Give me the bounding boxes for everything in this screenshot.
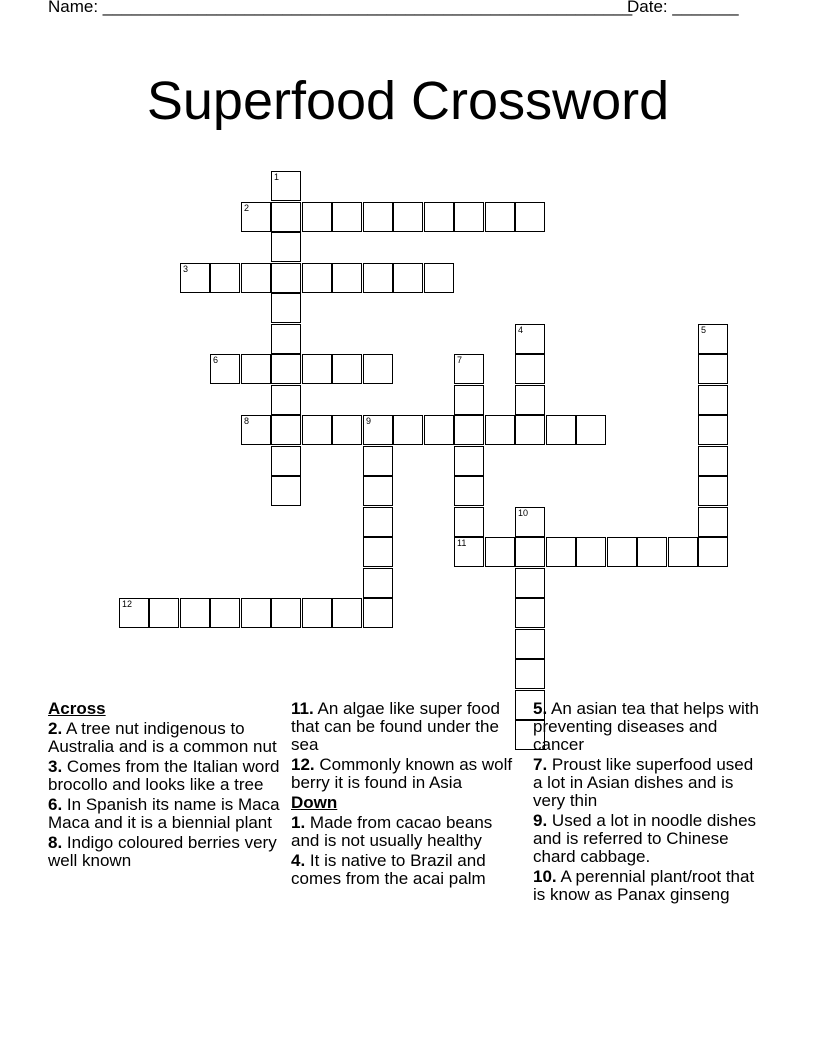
cell-number: 2 (244, 203, 250, 213)
crossword-cell[interactable] (210, 263, 240, 293)
crossword-cell[interactable] (668, 537, 698, 567)
crossword-cell[interactable] (454, 202, 484, 232)
crossword-cell[interactable] (332, 354, 362, 384)
cell-number: 12 (122, 599, 133, 609)
crossword-cell[interactable] (332, 598, 362, 628)
crossword-cell[interactable] (271, 415, 301, 445)
clue-number: 6. (48, 795, 63, 814)
crossword-cell[interactable] (576, 415, 606, 445)
clue-across-3 (48, 758, 280, 794)
crossword-cell[interactable] (332, 202, 362, 232)
crossword-cell[interactable] (515, 415, 545, 445)
crossword-cell[interactable] (271, 446, 301, 476)
clue-across-12 (291, 756, 523, 792)
crossword-cell[interactable] (698, 354, 728, 384)
crossword-cell[interactable] (515, 354, 545, 384)
crossword-cell[interactable] (515, 385, 545, 415)
crossword-cell[interactable] (332, 263, 362, 293)
clue-number: 5. (533, 699, 548, 718)
cell-number: 7 (457, 355, 463, 365)
cell-number: 6 (213, 355, 219, 365)
crossword-cell[interactable] (271, 354, 301, 384)
crossword-cell[interactable] (454, 415, 484, 445)
crossword-cell[interactable] (302, 354, 332, 384)
crossword-cell[interactable] (302, 202, 332, 232)
crossword-cell[interactable] (210, 598, 240, 628)
crossword-cell[interactable] (515, 568, 545, 598)
crossword-cell[interactable] (485, 537, 515, 567)
crossword-cell[interactable] (271, 202, 301, 232)
date-field-label: Date: _______ (627, 0, 739, 16)
crossword-cell[interactable] (210, 354, 240, 384)
clue-number: 10. (533, 867, 557, 886)
across-heading: Across (48, 699, 106, 718)
clue-number: 1. (291, 813, 306, 832)
clue-number: 8. (48, 833, 63, 852)
clue-text: An asian tea that helps with preventing diseases and cancer (533, 699, 759, 754)
crossword-cell[interactable] (271, 232, 301, 262)
crossword-cell[interactable] (302, 598, 332, 628)
crossword-cell[interactable] (576, 537, 606, 567)
clue-text: Indigo coloured berries very well known (48, 833, 277, 870)
crossword-cell[interactable] (363, 446, 393, 476)
crossword-cell[interactable] (363, 598, 393, 628)
crossword-cell[interactable] (363, 537, 393, 567)
crossword-cell[interactable] (271, 324, 301, 354)
crossword-cell[interactable] (424, 202, 454, 232)
crossword-cell[interactable] (546, 537, 576, 567)
crossword-cell[interactable] (393, 202, 423, 232)
clue-text: A perennial plant/root that is know as Panax ginseng (533, 867, 755, 904)
clue-down-7 (533, 756, 765, 810)
crossword-cell[interactable] (698, 476, 728, 506)
crossword-cell[interactable] (271, 171, 301, 201)
crossword-cell[interactable] (241, 598, 271, 628)
crossword-cell[interactable] (515, 507, 545, 537)
crossword-cell[interactable] (363, 476, 393, 506)
page-title: Superfood Crossword (146, 71, 670, 132)
crossword-cell[interactable] (363, 568, 393, 598)
crossword-cell[interactable] (515, 537, 545, 567)
crossword-cell[interactable] (485, 202, 515, 232)
crossword-cell[interactable] (698, 415, 728, 445)
clue-down-5 (533, 700, 765, 754)
clue-text: Proust like superfood used a lot in Asian dishes and is very thin (533, 755, 754, 810)
name-field-label: Name: ________________________________________________________ (48, 0, 633, 16)
clue-down-10 (533, 868, 765, 904)
crossword-cell[interactable] (241, 415, 271, 445)
crossword-cell[interactable] (363, 507, 393, 537)
clue-text: In Spanish its name is Maca Maca and it is a biennial plant (48, 795, 280, 832)
crossword-cell[interactable] (363, 202, 393, 232)
crossword-cell[interactable] (363, 415, 393, 445)
clue-down-1 (291, 814, 523, 850)
crossword-cell[interactable] (393, 415, 423, 445)
crossword-cell[interactable] (271, 476, 301, 506)
crossword-cell[interactable] (424, 415, 454, 445)
crossword-cell[interactable] (363, 354, 393, 384)
clue-column-2 (291, 700, 523, 890)
crossword-cell[interactable] (302, 263, 332, 293)
cell-number: 8 (244, 416, 250, 426)
cell-number: 11 (457, 538, 467, 548)
crossword-cell[interactable] (698, 507, 728, 537)
crossword-cell[interactable] (454, 476, 484, 506)
clue-number: 12. (291, 755, 315, 774)
clue-across-2 (48, 720, 280, 756)
crossword-cell[interactable] (180, 263, 210, 293)
clue-number: 3. (48, 757, 63, 776)
crossword-cell[interactable] (485, 415, 515, 445)
crossword-cell[interactable] (393, 263, 423, 293)
crossword-cell[interactable] (515, 629, 545, 659)
clue-number: 4. (291, 851, 306, 870)
crossword-cell[interactable] (454, 446, 484, 476)
crossword-cell[interactable] (546, 415, 576, 445)
clue-across-11 (291, 700, 523, 754)
clue-column-1 (48, 700, 280, 872)
crossword-cell[interactable] (271, 598, 301, 628)
clue-number: 2. (48, 719, 63, 738)
crossword-cell[interactable] (363, 263, 393, 293)
clue-text: A tree nut indigenous to Australia and is a common nut (48, 719, 277, 756)
clue-number: 9. (533, 811, 548, 830)
clue-down-4 (291, 852, 523, 888)
cell-number: 1 (274, 172, 280, 182)
clue-number: 11. (291, 699, 314, 718)
clue-number: 7. (533, 755, 548, 774)
clue-text: Commonly known as wolf berry it is found in Asia (291, 755, 513, 792)
crossword-cell[interactable] (424, 263, 454, 293)
crossword-cell[interactable] (698, 446, 728, 476)
crossword-cell[interactable] (271, 263, 301, 293)
crossword-cell[interactable] (119, 598, 149, 628)
crossword-cell[interactable] (515, 598, 545, 628)
clue-text: It is native to Brazil and comes from the acai palm (291, 851, 486, 888)
crossword-cell[interactable] (332, 415, 362, 445)
crossword-cell[interactable] (454, 507, 484, 537)
clue-text: Comes from the Italian word brocollo and looks like a tree (48, 757, 280, 794)
crossword-cell[interactable] (698, 324, 728, 354)
cell-number: 10 (518, 508, 529, 518)
crossword-cell[interactable] (454, 354, 484, 384)
cell-number: 3 (183, 264, 189, 274)
crossword-cell[interactable] (241, 354, 271, 384)
clue-down-9 (533, 812, 765, 866)
crossword-cell[interactable] (271, 293, 301, 323)
crossword-cell[interactable] (637, 537, 667, 567)
crossword-cell[interactable] (515, 202, 545, 232)
crossword-cell[interactable] (454, 537, 484, 567)
clue-column-3 (533, 700, 765, 906)
crossword-cell[interactable] (302, 415, 332, 445)
crossword-cell[interactable] (149, 598, 179, 628)
clue-text: An algae like super food that can be found under the sea (291, 699, 500, 754)
cell-number: 9 (366, 416, 372, 426)
clue-text: Made from cacao beans and is not usually healthy (291, 813, 493, 850)
crossword-cell[interactable] (515, 659, 545, 689)
crossword-cell[interactable] (698, 385, 728, 415)
cell-number: 5 (701, 325, 707, 335)
clue-text: Used a lot in noodle dishes and is referred to Chinese chard cabbage. (533, 811, 757, 866)
crossword-cell[interactable] (271, 385, 301, 415)
clue-across-6 (48, 796, 280, 832)
crossword-cell[interactable] (241, 202, 271, 232)
clue-across-8 (48, 834, 280, 870)
crossword-cell[interactable] (454, 385, 484, 415)
crossword-cell[interactable] (180, 598, 210, 628)
cell-number: 4 (518, 325, 524, 335)
crossword-cell[interactable] (515, 324, 545, 354)
down-heading: Down (291, 793, 338, 812)
crossword-cell[interactable] (698, 537, 728, 567)
crossword-cell[interactable] (607, 537, 637, 567)
crossword-cell[interactable] (241, 263, 271, 293)
